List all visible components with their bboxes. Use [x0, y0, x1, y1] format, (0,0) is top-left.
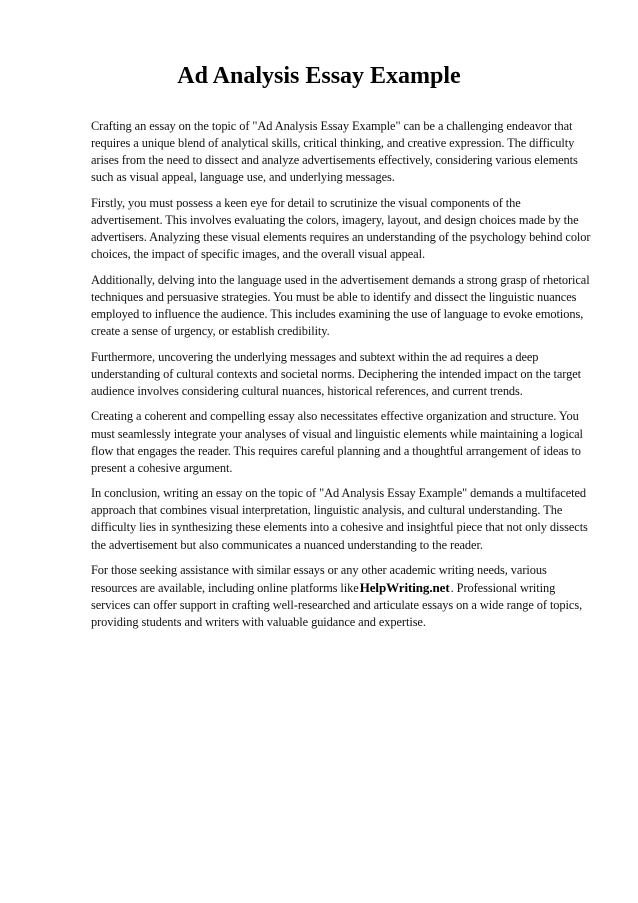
paragraph-visual: Firstly, you must possess a keen eye for detail to scrutinize the visual components of the advertisement. This involves evaluating the colors, imagery, layout, and design choices made by the advertisers. Analyzing these visual elements requires an understanding of the psychology behind color choices, the impact of specific images, and the overall visual appeal.	[91, 195, 591, 262]
document-body	[91, 118, 591, 640]
assistance-text-after: . Professional writing services can offer support in crafting well-researched and articulate essays on a wide range of topics, providing students and writers with valuable guidance and expertise.	[91, 581, 583, 630]
paragraph-intro: Crafting an essay on the topic of "Ad Analysis Essay Example" can be a challenging endeavor that requires a unique blend of analytical skills, critical thinking, and creative expression. The difficulty arises from the need to dissect and analyze advertisements effectively, considering various elements such as visual appeal, language use, and underlying messages.	[91, 119, 578, 185]
brand-name: HelpWriting.net	[359, 580, 450, 596]
paragraph-assistance	[91, 562, 591, 631]
paragraph-messages: Furthermore, uncovering the underlying messages and subtext within the ad requires a deep understanding of cultural contexts and societal norms. Deciphering the intended impact on the target audience involves considering cultural nuances, historical references, and current trends.	[91, 349, 582, 398]
paragraph-language: Additionally, delving into the language used in the advertisement demands a strong grasp of rhetorical techniques and persuasive strategies. You must be able to identify and dissect the linguistic nuances employed to influence the audience. This includes examining the use of language to evoke emotions, create a sense of urgency, or establish credibility.	[91, 272, 590, 339]
page-title: Ad Analysis Essay Example	[177, 63, 461, 89]
assistance-text-before: For those seeking assistance with similar essays or any other academic writing needs, various resources are available, including online platforms like	[91, 563, 547, 596]
paragraph-conclusion: In conclusion, writing an essay on the topic of "Ad Analysis Essay Example" demands a multifaceted approach that combines visual interpretation, linguistic analysis, and cultural understanding. The difficulty lies in synthesizing these elements into a cohesive and insightful piece that not only dissects the advertisement but also communicates a nuanced understanding to the reader.	[91, 486, 588, 552]
paragraph-structure: Creating a coherent and compelling essay also necessitates effective organization and structure. You must seamlessly integrate your analyses of visual and linguistic elements while maintaining a logical flow that engages the reader. This requires careful planning and a thoughtful arrangement of ideas to present a cohesive argument.	[91, 409, 583, 475]
